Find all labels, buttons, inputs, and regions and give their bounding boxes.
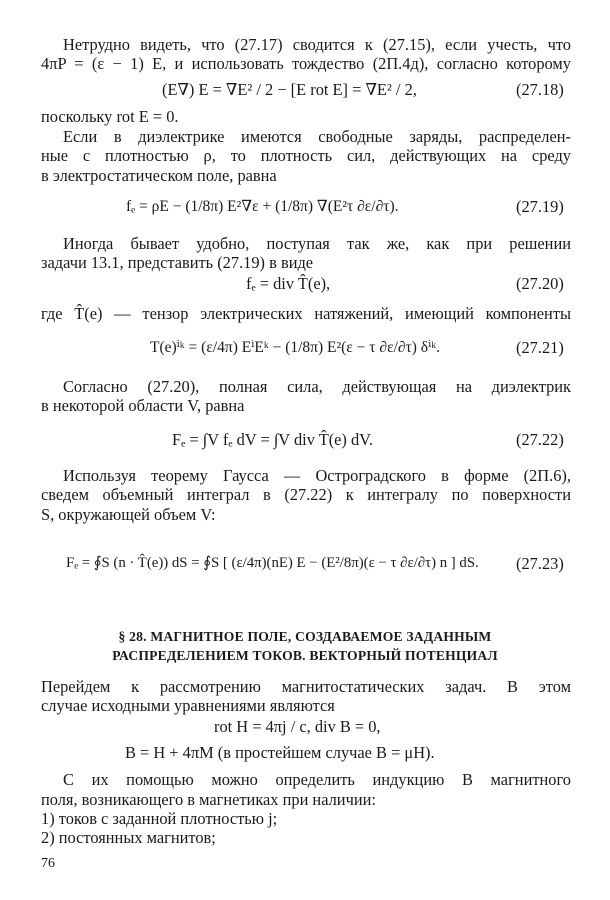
text-line: Перейдем к рассмотрению магнитостатических задач. В этом [41, 677, 571, 696]
text-line: Согласно (27.20), полная сила, действующая на диэлектрик [63, 377, 571, 396]
text-line: Иногда бывает удобно, поступая так же, как при решении [63, 234, 571, 253]
text-line: 2) постоянных магнитов; [41, 828, 216, 847]
equation-number: (27.20) [516, 274, 564, 293]
formula: T(e)ⁱᵏ = (ε/4π) EⁱEᵏ − (1/8π) E²(ε − τ ∂ε/∂τ) δⁱᵏ. [150, 339, 440, 356]
equation-number: (27.19) [516, 197, 564, 216]
text-line: где T̂(e) — тензор электрических натяжений, имеющий компоненты [41, 304, 571, 323]
text-line: Используя теорему Гаусса — Остроградского в форме (2П.6), [63, 466, 571, 485]
equation-number: (27.18) [516, 80, 564, 99]
text-line: задачи 13.1, представить (27.19) в виде [41, 253, 314, 272]
text-line: в электростатическом поле, равна [41, 166, 277, 185]
formula: (E∇) E = ∇E² / 2 − [E rot E] = ∇E² / 2, [162, 80, 417, 99]
formula: rot H = 4πj / c, div B = 0, [214, 717, 381, 736]
section-heading: § 28. МАГНИТНОЕ ПОЛЕ, СОЗДАВАЕМОЕ ЗАДАННЫМ [118, 629, 492, 644]
formula: Fₑ = ∫V fₑ dV = ∫V div T̂(e) dV. [172, 430, 374, 449]
formula: fₑ = div T̂(e), [246, 274, 331, 293]
text-line: в некоторой области V, равна [41, 396, 245, 415]
text-line: сведем объемный интеграл в (27.22) к интегралу по поверхности [41, 485, 571, 504]
page-number: 76 [41, 856, 55, 871]
formula: B = H + 4πM (в простейшем случае B = μH). [125, 743, 435, 762]
formula: Fₑ = ∮S (n · T̂(e)) dS = ∮S [ (ε/4π)(nE) E − (E²/8π)(ε − τ ∂ε/∂τ) n ] dS. [66, 555, 479, 571]
text-line: Если в диэлектрике имеются свободные заряды, распределен- [63, 127, 571, 146]
text-line: 1) токов с заданной плотностью j; [41, 809, 278, 828]
equation-number: (27.21) [516, 338, 564, 357]
text-line: ные с плотностью ρ, то плотность сил, действующих на среду [41, 146, 571, 165]
equation-number: (27.22) [516, 430, 564, 449]
section-heading: РАСПРЕДЕЛЕНИЕМ ТОКОВ. ВЕКТОРНЫЙ ПОТЕНЦИАЛ [112, 648, 498, 663]
text-line: 4πP = (ε − 1) E, и использовать тождество (2П.4д), согласно которому [41, 54, 571, 73]
text-line: S, окружающей объем V: [41, 505, 216, 524]
equation-number: (27.23) [516, 554, 564, 573]
text-line: поскольку rot E = 0. [41, 107, 179, 126]
text-line: поля, возникающего в магнетиках при наличии: [41, 790, 376, 809]
text-line: случае исходными уравнениями являются [41, 696, 335, 715]
formula: fₑ = ρE − (1/8π) E²∇ε + (1/8π) ∇(E²τ ∂ε/∂τ). [126, 198, 399, 215]
text-line: С их помощью можно определить индукцию B магнитного [63, 770, 571, 789]
text-line: Нетрудно видеть, что (27.17) сводится к (27.15), если учесть, что [63, 35, 571, 54]
